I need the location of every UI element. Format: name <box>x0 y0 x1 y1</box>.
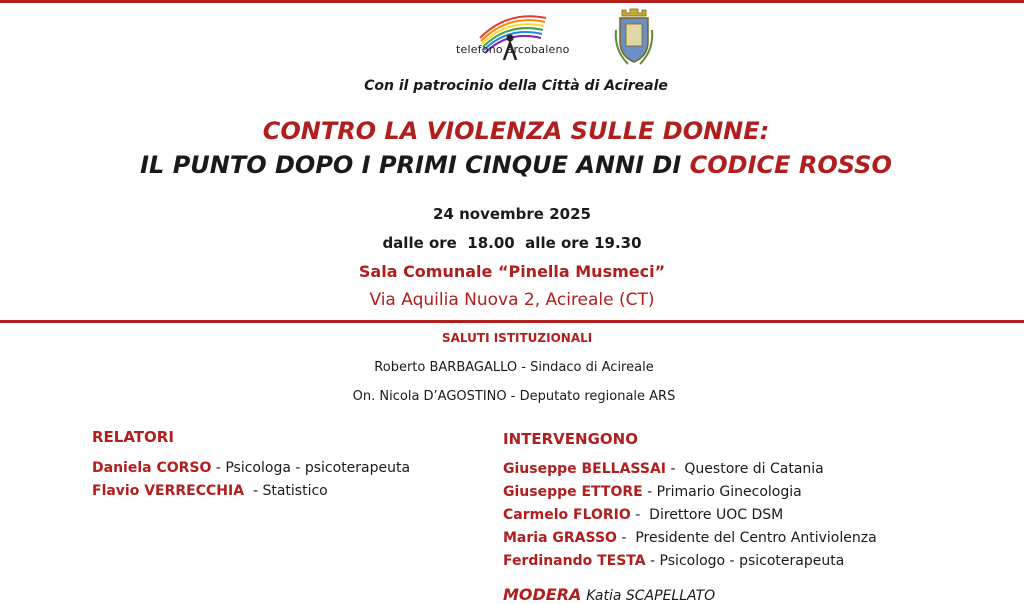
patronage-text: Con il patrocinio della Città di Acireale <box>364 78 668 94</box>
participant-role: - Psicologo - psicoterapeuta <box>645 553 845 569</box>
participants-heading: INTERVENGONO <box>503 430 638 448</box>
speaker-role: - Psicologa - psicoterapeuta <box>211 460 411 476</box>
moderator <box>503 585 715 604</box>
greeting-item: On. Nicola D’AGOSTINO - Deputato regionale ARS <box>352 389 676 404</box>
greeting-item: Roberto BARBAGALLO - Sindaco di Acireale <box>374 360 654 375</box>
speaker-item <box>92 457 410 480</box>
participant-item <box>503 527 877 550</box>
participant-item <box>503 550 877 573</box>
participant-name: Ferdinando TESTA <box>503 553 646 569</box>
speaker-name: Flavio VERRECCHIA <box>92 483 245 499</box>
event-address: Via Aquilia Nuova 2, Acireale (CT) <box>369 290 655 310</box>
speaker-name: Daniela CORSO <box>92 460 212 476</box>
speakers-list <box>92 457 410 503</box>
logo-text: telefono arcobaleno <box>456 43 570 56</box>
participants-list <box>503 458 877 573</box>
title-highlight: CODICE ROSSO <box>689 151 892 179</box>
title-line-1: CONTRO LA VIOLENZA SULLE DONNE: <box>262 117 770 145</box>
participant-name: Giuseppe ETTORE <box>503 484 643 500</box>
moderator-name: Katia SCAPELLATO <box>586 588 716 604</box>
participant-name: Maria GRASSO <box>503 530 617 546</box>
participant-name: Carmelo FLORIO <box>503 507 631 523</box>
top-rule <box>0 0 1024 3</box>
participant-name: Giuseppe BELLASSAI <box>503 461 666 477</box>
speaker-role: - Statistico <box>244 483 328 499</box>
participant-item <box>503 504 877 527</box>
speaker-item <box>92 480 410 503</box>
event-venue: Sala Comunale “Pinella Musmeci” <box>358 262 666 281</box>
participant-role: - Questore di Catania <box>666 461 824 477</box>
participant-role: - Direttore UOC DSM <box>630 507 784 523</box>
crest-icon <box>612 6 656 68</box>
participant-item <box>503 458 877 481</box>
title-line-2-prefix: IL PUNTO DOPO I PRIMI CINQUE ANNI DI <box>140 151 690 179</box>
city-coat-of-arms <box>612 6 656 68</box>
speakers-heading: RELATORI <box>92 428 174 446</box>
participant-role: - Primario Ginecologia <box>642 484 802 500</box>
participant-role: - Presidente del Centro Antiviolenza <box>616 530 877 546</box>
event-date: 24 novembre 2025 <box>433 205 591 223</box>
middle-rule <box>0 320 1024 323</box>
moderator-label: MODERA <box>503 585 582 604</box>
greetings-heading: SALUTI ISTITUZIONALI <box>442 331 593 345</box>
title-line-2 <box>4 150 1024 180</box>
event-time: dalle ore 18.00 alle ore 19.30 <box>382 234 642 252</box>
participant-item <box>503 481 877 504</box>
